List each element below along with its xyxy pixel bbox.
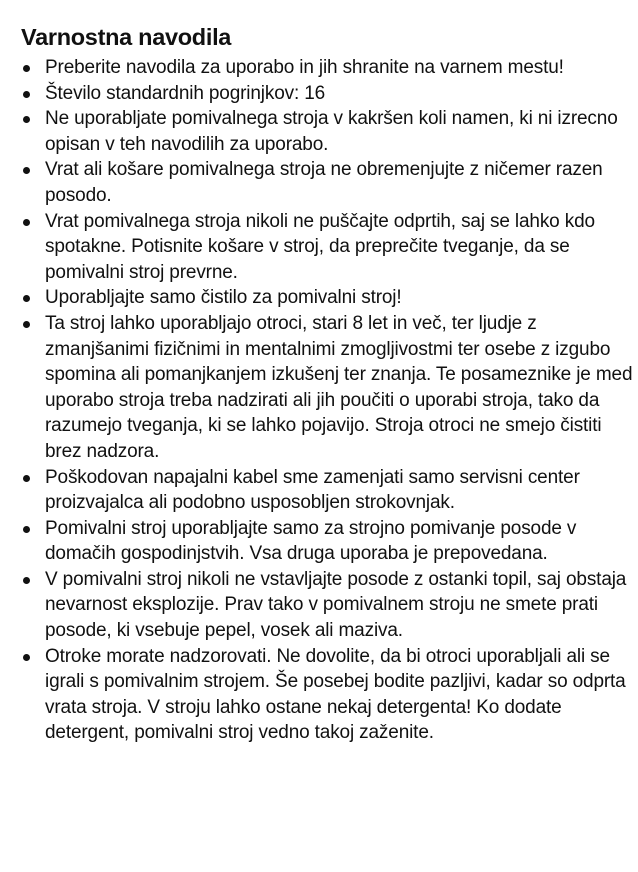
list-item-text: Ta stroj lahko uporabljajo otroci, stari 8 let in več, ter ljudje z zmanjšanimi fizičnimi in mentalnimi zmogljivostmi ter osebe z izgubo spomina ali pomanjkanjem izkušenj ter znanja. Te posameznike je med uporabo stroja treba nadzirati ali jih poučiti o uporabi stroja, tako da razumejo tveganja, ki se lahko pojavijo. Stroja otroci ne smejo čistiti brez nadzora.	[45, 312, 633, 462]
bullet-icon	[23, 65, 30, 72]
list-item-text: Vrat pomivalnega stroja nikoli ne puščajte odprtih, saj se lahko kdo spotakne. Potisnite košare v stroj, da preprečite tveganje, da se pomivalni stroj prevrne.	[45, 210, 595, 283]
list-item	[21, 55, 635, 81]
list-item	[21, 285, 635, 311]
bullet-icon	[23, 654, 30, 661]
bullet-icon	[23, 295, 30, 302]
list-item	[21, 81, 635, 107]
list-item	[21, 516, 635, 567]
bullet-icon	[23, 116, 30, 123]
list-item-text: Preberite navodila za uporabo in jih shranite na varnem mestu!	[45, 57, 564, 78]
bullet-icon	[23, 321, 30, 328]
safety-instructions-list	[21, 55, 638, 746]
list-item-text: Pomivalni stroj uporabljajte samo za strojno pomivanje posode v domačih gospodinjstvih. Vsa druga uporaba je prepovedana.	[45, 517, 577, 565]
section-heading: Varnostna navodila	[21, 24, 232, 50]
bullet-icon	[23, 526, 30, 533]
list-item-text: Ne uporabljate pomivalnega stroja v kakršen koli namen, ki ni izrecno opisan v teh navodilih za uporabo.	[45, 108, 618, 155]
bullet-icon	[23, 475, 30, 482]
list-item	[21, 106, 635, 157]
list-item	[21, 567, 635, 644]
list-item	[21, 209, 635, 286]
list-item	[21, 644, 635, 746]
bullet-icon	[23, 219, 30, 226]
list-item	[21, 311, 635, 465]
list-item-text: Poškodovan napajalni kabel sme zamenjati samo servisni center proizvajalca ali podobno usposobljen strokovnjak.	[45, 466, 580, 514]
bullet-icon	[23, 577, 30, 584]
list-item	[21, 157, 635, 208]
list-item-text: Otroke morate nadzorovati. Ne dovolite, da bi otroci uporabljali ali se igrali s pomivalnim strojem. Še posebej bodite pazljivi, kadar so odprta vrata stroja. V stroju lahko ostane nekaj detergenta! Ko dodate detergent, pomivalni stroj vedno takoj zaženite.	[45, 645, 626, 744]
bullet-icon	[23, 91, 30, 98]
list-item	[21, 465, 635, 516]
bullet-icon	[23, 167, 30, 174]
list-item-text: Število standardnih pogrinjkov: 16	[45, 82, 326, 104]
list-item-text: Uporabljajte samo čistilo za pomivalni stroj!	[45, 287, 402, 309]
list-item-text: V pomivalni stroj nikoli ne vstavljajte posode z ostanki topil, saj obstaja nevarnost eksplozije. Prav tako v pomivalnem stroju ne smete prati posode, ki vsebuje pepel, vosek ali maziva.	[45, 568, 627, 642]
list-item-text: Vrat ali košare pomivalnega stroja ne obremenjujte z ničemer razen posodo.	[45, 159, 603, 206]
